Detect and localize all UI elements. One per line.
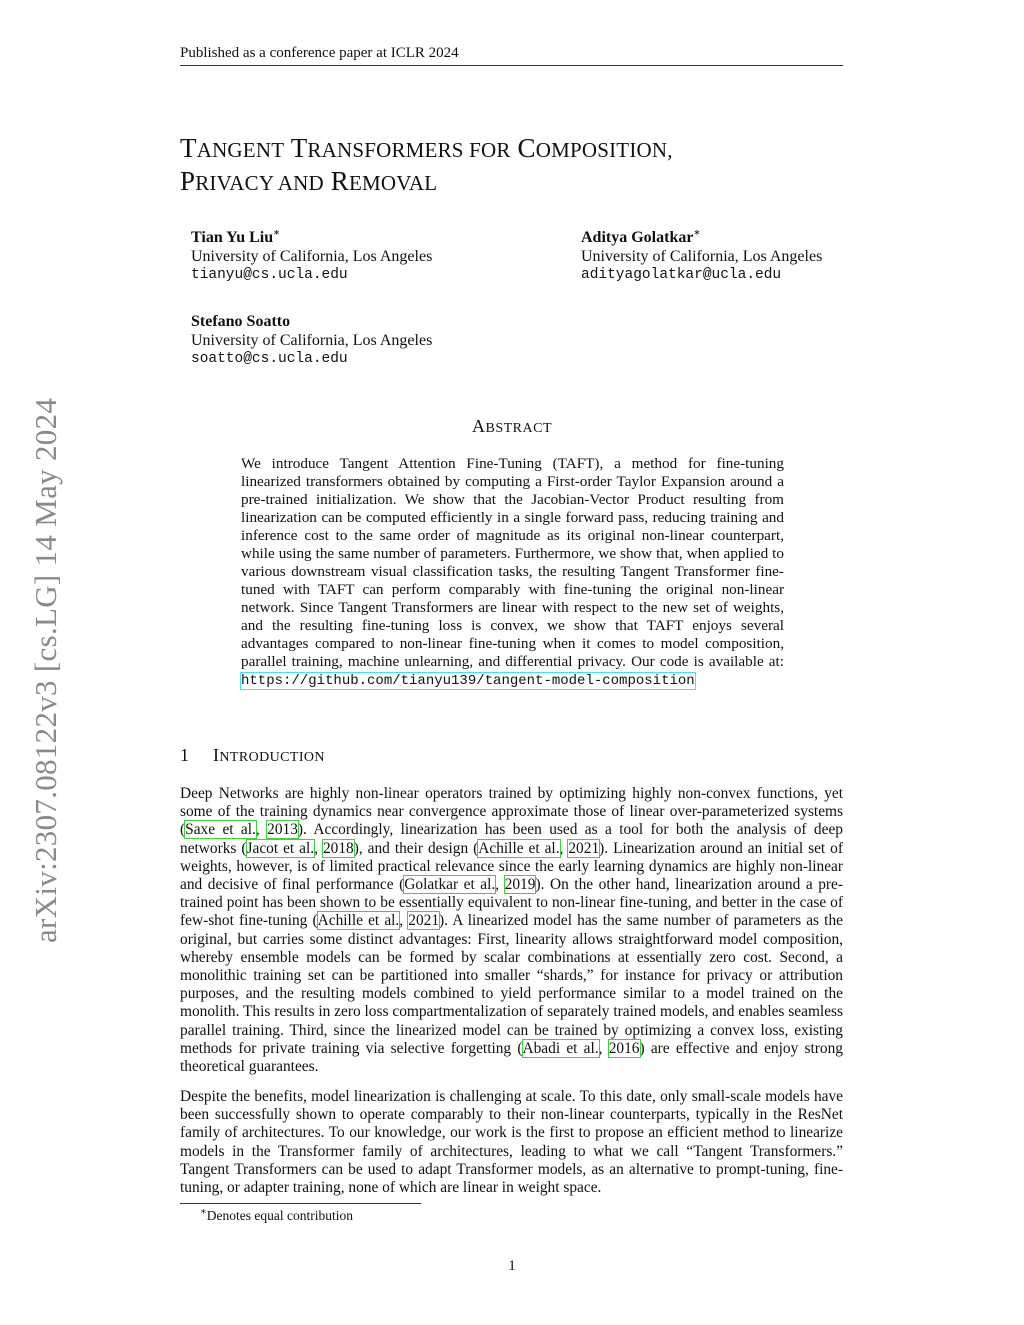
author-name: Stefano Soatto (191, 313, 291, 330)
page-number: 1 (508, 1258, 516, 1274)
citation-link[interactable]: 2019 (504, 876, 536, 894)
title-line-1: TANGENT TRANSFORMERS FOR COMPOSITION, (180, 133, 673, 163)
author-block-3 (191, 312, 432, 369)
citation-link[interactable]: 2013 (267, 821, 298, 839)
running-header: Published as a conference paper at ICLR 2024 (180, 45, 459, 61)
citation-link[interactable]: 2021 (568, 839, 600, 857)
author-name: Tian Yu Liu∗ (191, 227, 281, 246)
abstract-text: We introduce Tangent Attention Fine-Tuning (TAFT), a method for fine-tuning linearized transformers obtained by computing a First-order Taylor Expansion around a pre-trained initialization. We show that the Jacobian-Vector Product resulting from linearization can be computed efficiently in a single forward pass, reducing training and inference cost to the same order of magnitude as its original non-linear counterpart, while using the same number of parameters. Furthermore, we show that, when applied to various downstream visual classification tasks, the resulting Tangent Transformer fine-tuned with TAFT can perform comparably with fine-tuning the original non-linear network. Since Tangent Transformers are linear with respect to the new set of weights, and the resulting fine-tuning loss is convex, we show that TAFT enjoys several advantages compared to non-linear fine-tuning when it comes to model composition, parallel training, machine unlearning, and differential privacy. Our code is available at: (241, 455, 784, 670)
footnote-rule (180, 1203, 421, 1204)
author-affiliation: University of California, Los Angeles (191, 332, 433, 349)
title-line-2: PRIVACY AND REMOVAL (180, 166, 438, 196)
paper-title (180, 133, 843, 199)
citation-link[interactable]: Jacot et al. (246, 839, 315, 857)
citation-link[interactable]: 2016 (608, 1039, 640, 1057)
author-affiliation: University of California, Los Angeles (191, 248, 433, 265)
intro-paragraph-2: Despite the benefits, model linearization is challenging at scale. To this date, only small-scale models have been successfully shown to operate comparably to their non-linear counterparts, typically in the ResNet family of architectures. To our knowledge, our work is the first to propose an efficient method to linearize models in the Transformer family of architectures, leading to what we call “Tangent Transformers.” Tangent Transformers can be used to adapt Transformer models, as an alternative to prompt-tuning, fine-tuning, or adapter training, none of which are linear in weight space. (180, 1088, 843, 1197)
citation-link[interactable]: Abadi et al. (522, 1039, 599, 1057)
header-rule (180, 65, 843, 66)
citation-link[interactable]: Saxe et al. (185, 821, 256, 839)
citation-link[interactable]: Achille et al. (317, 912, 400, 930)
author-email: soatto@cs.ucla.edu (191, 351, 348, 367)
section-heading-introduction: 1 INTRODUCTION (180, 745, 325, 765)
citation-link[interactable]: Achille et al. (478, 839, 560, 857)
author-block-1 (191, 228, 432, 285)
citation-link[interactable]: Golatkar et al. (404, 876, 496, 894)
author-affiliation: University of California, Los Angeles (581, 248, 823, 265)
author-block-2 (581, 228, 822, 285)
abstract-body (241, 455, 784, 690)
author-email: adityagolatkar@ucla.edu (581, 267, 782, 283)
arxiv-watermark: arXiv:2307.08122v3 [cs.LG] 14 May 2024 (28, 397, 63, 943)
code-link[interactable]: https://github.com/tianyu139/tangent-model-composition (241, 673, 695, 689)
author-email: tianyu@cs.ucla.edu (191, 267, 348, 283)
footnote: ∗Denotes equal contribution (200, 1206, 354, 1223)
abstract-heading: ABSTRACT (471, 416, 552, 436)
citation-link[interactable]: 2018 (322, 839, 354, 857)
citation-link[interactable]: 2021 (408, 912, 440, 930)
intro-paragraph-1: Deep Networks are highly non-linear operators trained by optimizing highly non-convex functions, yet some of the training dynamics near convergence approximate those of linear over-parameterized systems (Saxe et al., 2013). Accordingly, linearization has been used as a tool for both the analysis of deep networks (Jacot et al., 2018), and their design (Achille et al., 2021). Linearization around an initial set of weights, however, is of limited practical relevance since the early learning dynamics are highly non-linear and decisive of final performance (Golatkar et al., 2019). On the other hand, linearization around a pre-trained point has been shown to be essentially equivalent to non-linear fine-tuning, and better in the case of few-shot fine-tuning (Achille et al., 2021). A linearized model has the same number of parameters as the original, but carries some distinct advantages: First, linearity allows straightforward model composition, whereby ensemble models can be formed by scalar combinations at essentially zero cost. Second, a monolithic training set can be partitioned into smaller “shards,” for instance for privacy or attribution purposes, and the resulting models combined to yield performance similar to a model trained on the monolith. This results in zero loss compartmentalization of separately trained models, and enables seamless parallel training. Third, since the linearized model can be trained by optimizing a convex loss, existing methods for private training via selective forgetting (Abadi et al., 2016) are effective and enjoy strong theoretical guarantees. (180, 785, 843, 1076)
author-name: Aditya Golatkar∗ (581, 227, 701, 246)
